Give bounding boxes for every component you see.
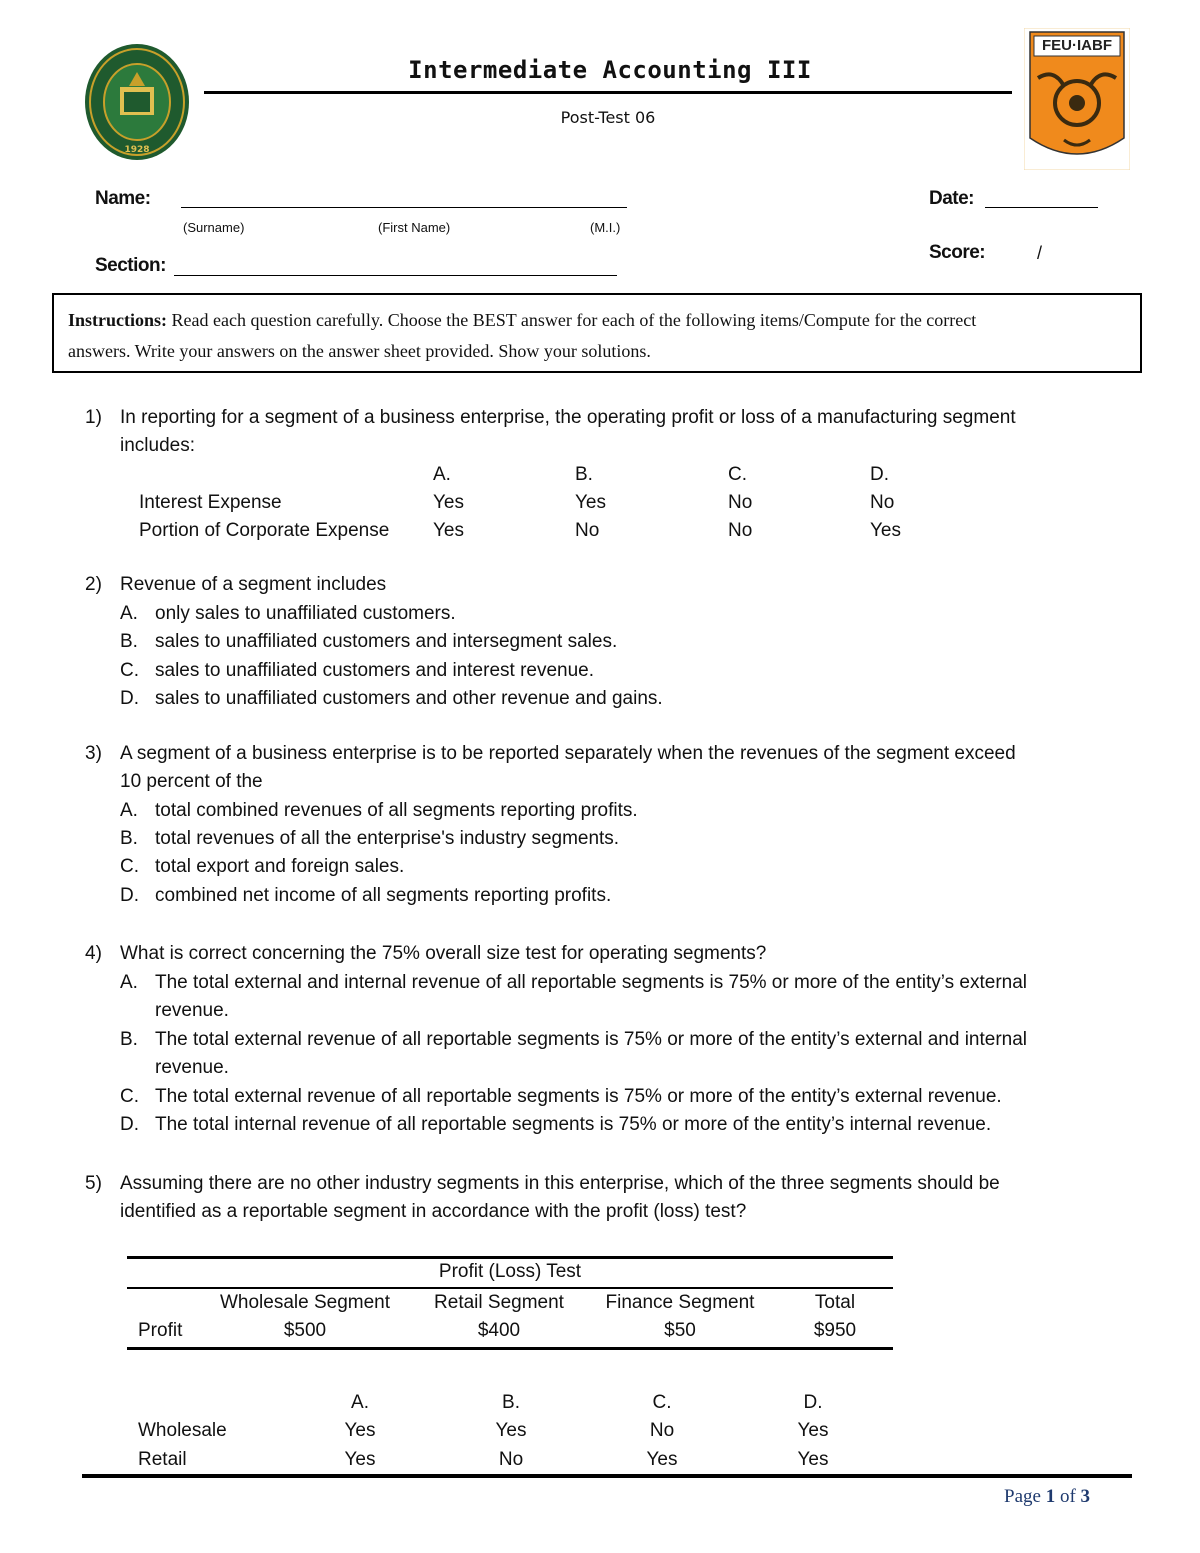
q4-option-text-cont: revenue. — [155, 1000, 229, 1021]
page-word: Page — [1004, 1486, 1041, 1507]
q1-cell: No — [728, 492, 753, 513]
q2-option-letter: A. — [120, 603, 138, 624]
q4-number: 4) — [85, 943, 102, 964]
surname-hint: (Surname) — [183, 220, 245, 235]
q5-cell: Yes — [797, 1420, 829, 1441]
q2-option-text: sales to unaffiliated customers and interest revenue. — [155, 660, 595, 681]
q4-option-letter: A. — [120, 972, 138, 993]
svg-text:1928: 1928 — [124, 145, 150, 155]
table-title: Profit (Loss) Test — [438, 1261, 582, 1282]
footer-rule — [82, 1474, 1132, 1478]
name-blank[interactable] — [181, 207, 627, 208]
q5-cell: No — [498, 1449, 524, 1470]
q1-cell: Yes — [433, 492, 464, 513]
q2-option-text: sales to unaffiliated customers and other revenue and gains. — [155, 688, 663, 709]
q2-option-letter: B. — [120, 631, 138, 652]
score-separator: / — [1037, 243, 1043, 263]
feu-iabf-shield-logo — [1024, 28, 1130, 170]
q1-header-c: C. — [728, 464, 747, 485]
feu-seal-logo — [82, 42, 192, 162]
q5-header-c: C. — [652, 1392, 672, 1413]
table-column-header: Retail Segment — [434, 1292, 564, 1313]
table-cell: $50 — [664, 1320, 696, 1341]
q1-stem-line-1: In reporting for a segment of a business enterprise, the operating profit or loss of a manufacturing segment — [120, 407, 1016, 428]
q2-option-text: sales to unaffiliated customers and intersegment sales. — [155, 631, 618, 652]
q5-cell: Yes — [495, 1420, 527, 1441]
table-cell: $500 — [283, 1320, 327, 1341]
instructions-line-2: answers. Write your answers on the answer sheet provided. Show your solutions. — [68, 341, 651, 361]
q5-stem-line-1: Assuming there are no other industry segments in this enterprise, which of the three segments should be — [120, 1173, 1000, 1194]
q4-option-text: The total external revenue of all reportable segments is 75% or more of the entity’s external and internal — [155, 1029, 1028, 1050]
q2-option-letter: C. — [120, 660, 139, 681]
name-label: Name: — [95, 188, 151, 209]
q1-cell: No — [870, 492, 895, 513]
q5-cell: Yes — [344, 1420, 376, 1441]
date-blank[interactable] — [985, 207, 1098, 208]
q4-option-letter: D. — [120, 1114, 139, 1135]
q5-cell: Yes — [646, 1449, 678, 1470]
title-rule — [204, 91, 1012, 94]
q5-cell: Yes — [344, 1449, 376, 1470]
q2-stem: Revenue of a segment includes — [120, 574, 387, 595]
of-word: of — [1059, 1486, 1076, 1507]
q5-header-d: D. — [803, 1392, 823, 1413]
q3-option-letter: C. — [120, 856, 139, 877]
document-subtitle: Post-Test 06 — [560, 108, 656, 127]
document-title: Intermediate Accounting III — [408, 56, 812, 84]
q3-option-text: total revenues of all the enterprise's industry segments. — [155, 828, 620, 849]
q1-header-d: D. — [870, 464, 889, 485]
instructions-line-1: Read each question carefully. Choose the BEST answer for each of the following items/Compute for the correct — [167, 310, 977, 330]
table-bottom-rule — [127, 1347, 893, 1350]
section-label: Section: — [95, 255, 166, 276]
section-blank[interactable] — [174, 275, 617, 276]
q2-number: 2) — [85, 574, 102, 595]
q1-row-label: Interest Expense — [139, 492, 282, 513]
table-row-label: Profit — [138, 1320, 183, 1341]
page-number — [1004, 1486, 1090, 1508]
table-cell: $400 — [477, 1320, 521, 1341]
q4-option-letter: C. — [120, 1086, 139, 1107]
q1-header-a: A. — [433, 464, 451, 485]
q4-option-text: The total internal revenue of all reportable segments is 75% or more of the entity’s internal revenue. — [155, 1114, 992, 1135]
q1-cell: Yes — [575, 492, 606, 513]
mi-hint: (M.I.) — [590, 220, 621, 235]
q4-option-text-cont: revenue. — [155, 1057, 229, 1078]
q1-row-label: Portion of Corporate Expense — [139, 520, 390, 541]
q3-stem-line-1: A segment of a business enterprise is to be reported separately when the revenues of the segment exceed — [120, 743, 1016, 764]
q5-header-b: B. — [502, 1392, 520, 1413]
q1-cell: Yes — [433, 520, 464, 541]
q4-stem: What is correct concerning the 75% overall size test for operating segments? — [120, 943, 767, 964]
q5-stem-line-2: identified as a reportable segment in accordance with the profit (loss) test? — [120, 1201, 747, 1222]
q3-option-letter: A. — [120, 800, 138, 821]
q3-option-letter: B. — [120, 828, 138, 849]
q1-number: 1) — [85, 407, 102, 428]
q1-stem-line-2: includes: — [120, 435, 195, 456]
q5-number: 5) — [85, 1173, 102, 1194]
table-cell: $950 — [813, 1320, 857, 1341]
q3-option-text: total combined revenues of all segments reporting profits. — [155, 800, 638, 821]
instructions-text — [68, 305, 1136, 367]
q1-header-b: B. — [575, 464, 593, 485]
table-column-header: Finance Segment — [605, 1292, 755, 1313]
score-label: Score: — [929, 242, 986, 263]
page-total: 3 — [1080, 1486, 1091, 1507]
table-column-header: Wholesale Segment — [219, 1292, 391, 1313]
table-column-header: Total — [814, 1292, 856, 1313]
q3-number: 3) — [85, 743, 102, 764]
q1-cell: Yes — [870, 520, 901, 541]
q4-option-letter: B. — [120, 1029, 138, 1050]
instructions-label: Instructions: — [68, 310, 168, 330]
q1-cell: No — [575, 520, 600, 541]
date-label: Date: — [929, 188, 975, 209]
q3-option-text: combined net income of all segments reporting profits. — [155, 885, 612, 906]
q5-cell: No — [649, 1420, 675, 1441]
page-current: 1 — [1045, 1486, 1056, 1507]
q5-row-label: Retail — [138, 1449, 187, 1470]
q5-header-a: A. — [351, 1392, 369, 1413]
q5-cell: Yes — [797, 1449, 829, 1470]
q4-option-text: The total external and internal revenue of all reportable segments is 75% or more of the entity’s external — [155, 972, 1028, 993]
q3-option-text: total export and foreign sales. — [155, 856, 405, 877]
q4-option-text: The total external revenue of all reportable segments is 75% or more of the entity’s external revenue. — [155, 1086, 1002, 1107]
q2-option-letter: D. — [120, 688, 139, 709]
q1-cell: No — [728, 520, 753, 541]
q5-row-label: Wholesale — [138, 1420, 227, 1441]
q3-stem-line-2: 10 percent of the — [120, 771, 263, 792]
q3-option-letter: D. — [120, 885, 139, 906]
first-name-hint: (First Name) — [378, 220, 451, 235]
q2-option-text: only sales to unaffiliated customers. — [155, 603, 456, 624]
feu-iabf-logo-text: FEU·IABF — [1042, 37, 1112, 54]
